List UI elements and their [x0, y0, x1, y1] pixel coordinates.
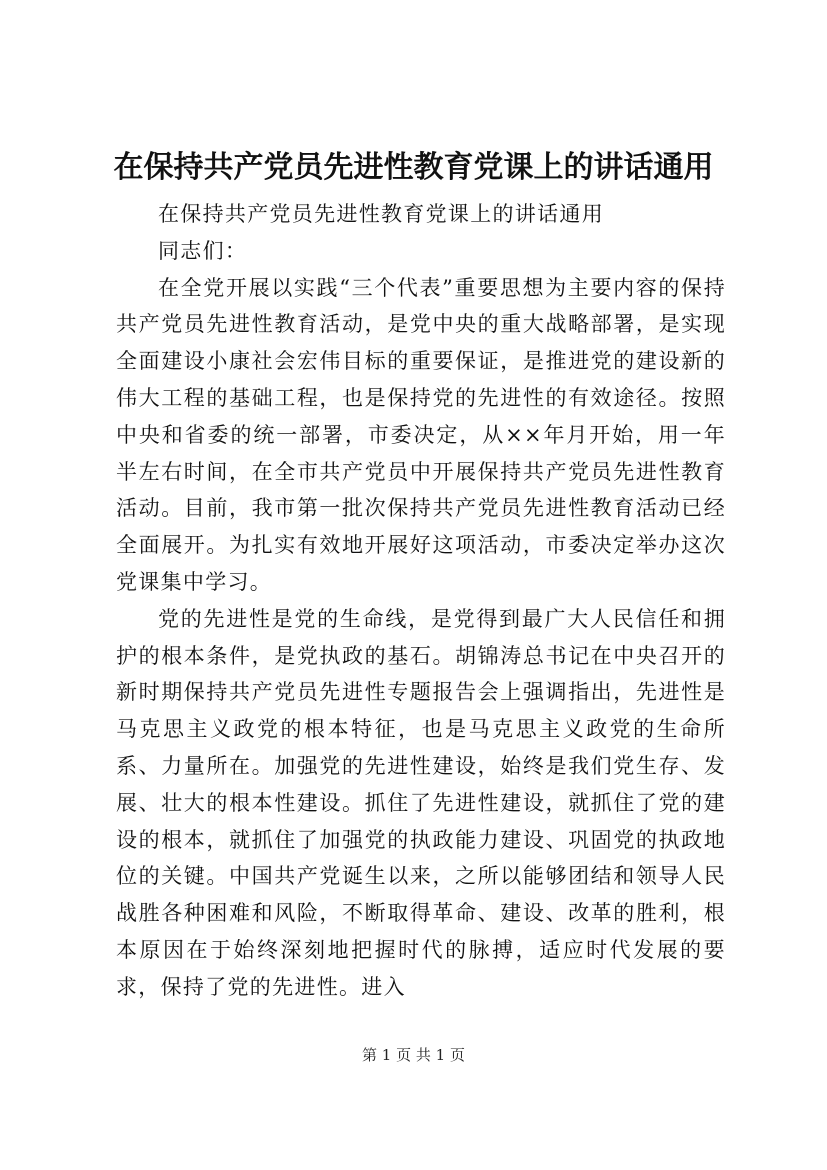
document-title: 在保持共产党员先进性教育党课上的讲话通用 — [113, 150, 714, 185]
paragraph-1: 在全党开展以实践“三个代表”重要思想为主要内容的保持共产党员先进性教育活动，是党中央的重大战略部署，是实现全面建设小康社会宏伟目标的重要保证，是推进党的建设新的伟大工程的基础工程，也是保持党的先进性的有效途径。按照中央和省委的统一部署，市委决定，从××年月开始，用一年半左右时间，在全市共产党员中开展保持共产党员先进性教育活动。目前，我市第一批次保持共产党员先进性教育活动已经全面展开。为扎实有效地开展好这项活动，市委决定举办这次党课集中学习。 — [116, 275, 726, 594]
page-number-footer: 第 1 页 共 1 页 — [362, 1046, 465, 1064]
salutation: 同志们： — [158, 238, 248, 263]
document-body — [116, 196, 726, 1006]
paragraph-2: 党的先进性是党的生命线，是党得到最广大人民信任和拥护的根本条件，是党执政的基石。胡锦涛总书记在中央召开的新时期保持共产党员先进性专题报告会上强调指出，先进性是马克思主义政党的根本特征，也是马克思主义政党的生命所系、力量所在。加强党的先进性建设，始终是我们党生存、发展、壮大的根本性建设。抓住了先进性建设，就抓住了党的建设的根本，就抓住了加强党的执政能力建设、巩固党的执政地位的关键。中国共产党诞生以来，之所以能够团结和领导人民战胜各种困难和风险，不断取得革命、建设、改革的胜利，根本原因在于始终深刻地把握时代的脉搏，适应时代发展的要求，保持了党的先进性。进入 — [116, 606, 726, 999]
document-subtitle: 在保持共产党员先进性教育党课上的讲话通用 — [158, 202, 604, 226]
